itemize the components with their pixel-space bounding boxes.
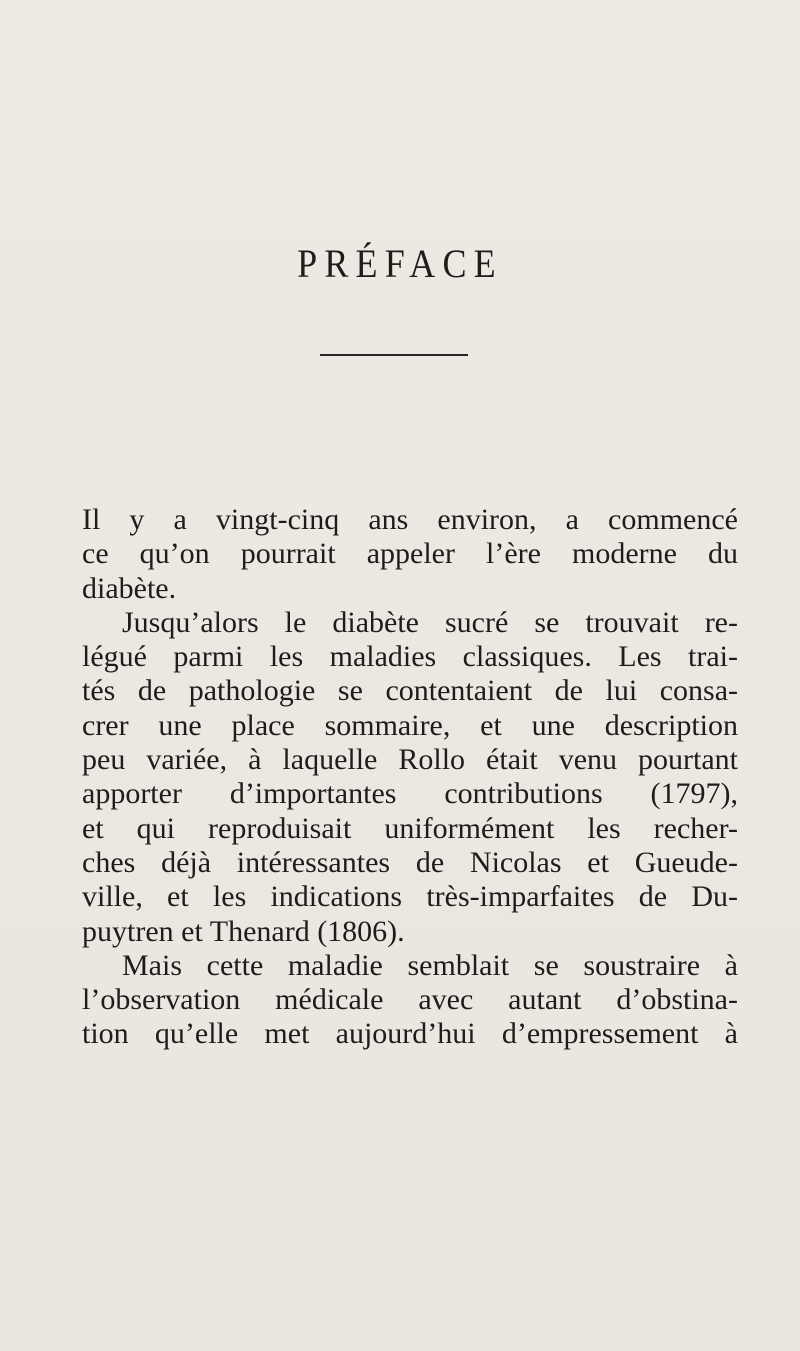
text-line: tion qu’elle met aujourd’hui d’empressement à [82, 1017, 738, 1051]
text-line: l’observation médicale avec autant d’obstina- [82, 983, 738, 1017]
text-line: crer une place sommaire, et une description [82, 708, 738, 742]
text-line: puytren et Thenard (1806). [82, 914, 405, 948]
text-line: ce qu’on pourrait appeler l’ère moderne du [82, 537, 738, 571]
text-line: ches déjà intéressantes de Nicolas et Gueude- [82, 845, 738, 879]
text-line: et qui reproduisait uniformément les recher- [82, 811, 738, 845]
text-line: légué parmi les maladies classiques. Les trai- [82, 640, 738, 674]
text-line: tés de pathologie se contentaient de lui consa- [82, 674, 738, 708]
text-line: Jusqu’alors le diabète sucré se trouvait re- [122, 605, 738, 639]
text-line: ville, et les indications très-imparfaites de Du- [82, 880, 738, 914]
text-line: apporter d’importantes contributions (1797), [82, 777, 738, 811]
text-line: diabète. [82, 571, 177, 605]
title-divider [320, 354, 468, 356]
text-line: Il y a vingt-cinq ans environ, a commencé [82, 503, 738, 536]
page-title: PRÉFACE [297, 241, 503, 286]
text-line: peu variée, à laquelle Rollo était venu pourtant [82, 743, 738, 777]
text-line: Mais cette maladie semblait se soustraire à [122, 948, 738, 982]
body-text [82, 503, 738, 1052]
